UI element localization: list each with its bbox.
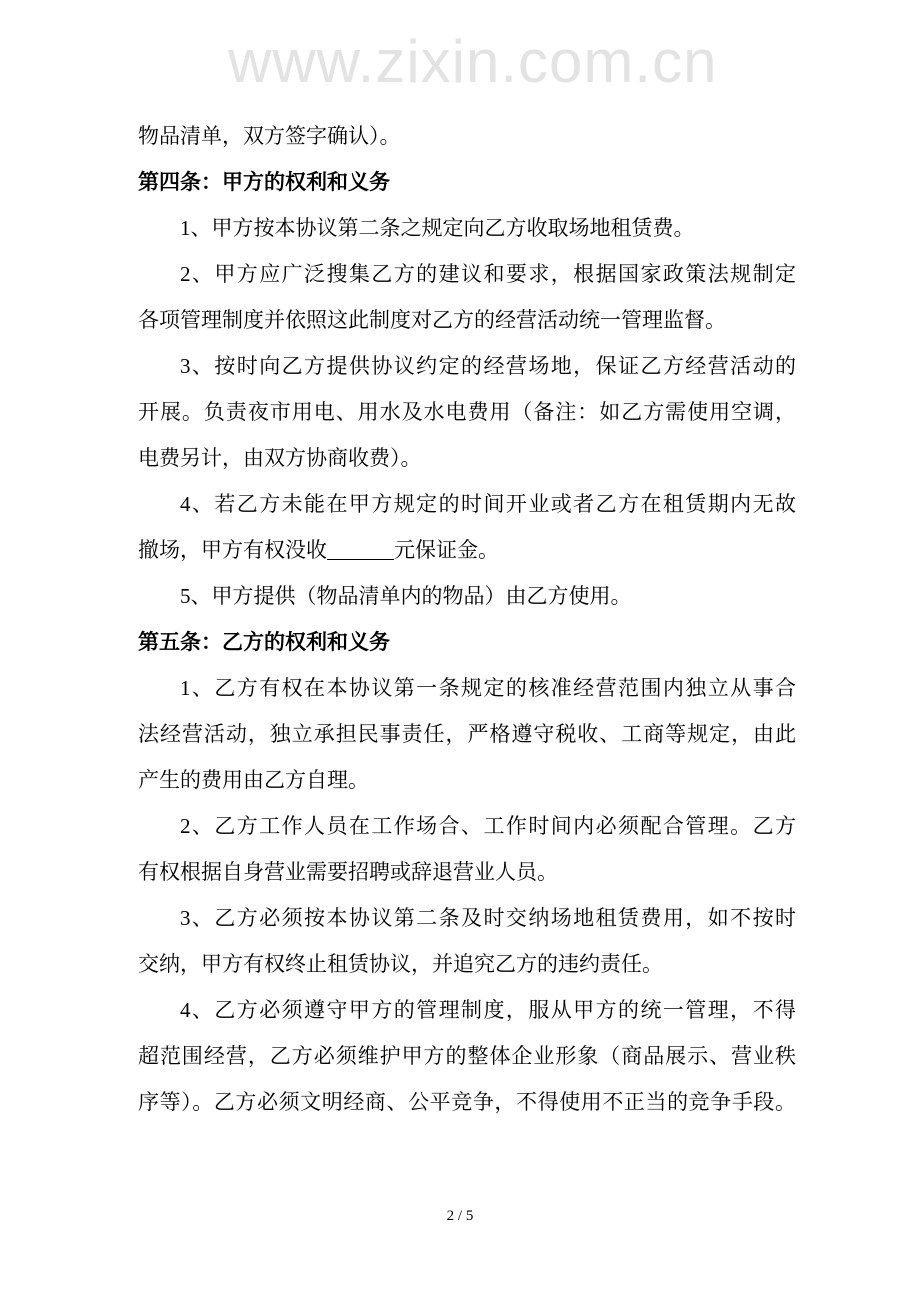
text-segment: 元保证金。 — [394, 538, 499, 562]
paragraph-line: 各项管理制度并依照这此制度对乙方的经营活动统一管理监督。 — [138, 308, 726, 332]
deposit-amount-blank — [327, 537, 394, 560]
paragraph-line: 1、甲方按本协议第二条之规定向乙方收取场地租赁费。 — [180, 216, 695, 240]
paragraph-line: 开展。负责夜市用电、用水及水电费用（备注：如乙方需使用空调， — [138, 400, 796, 424]
paragraph-line: 1、乙方有权在本协议第一条规定的核准经营范围内独立从事合 — [180, 676, 796, 700]
watermark: www.zixin.com.cn — [228, 28, 718, 95]
text-segment: 撤场，甲方有权没收 — [138, 538, 327, 562]
paragraph-line: 有权根据自身营业需要招聘或辞退营业人员。 — [138, 860, 558, 884]
paragraph-line: 物品清单，双方签字确认）。 — [138, 124, 401, 148]
paragraph-line: 4、若乙方未能在甲方规定的时间开业或者乙方在租赁期内无故 — [180, 492, 796, 516]
paragraph-line: 5、甲方提供（物品清单内的物品）由乙方使用。 — [180, 584, 632, 608]
paragraph-line: 法经营活动，独立承担民事责任，严格遵守税收、工商等规定，由此 — [138, 722, 796, 746]
paragraph-line — [138, 527, 796, 573]
paragraph-line: 超范围经营，乙方必须维护甲方的整体企业形象（商品展示、营业秩 — [138, 1044, 796, 1068]
section-heading-article-4: 第四条：甲方的权利和义务 — [138, 170, 390, 194]
section-heading-article-5: 第五条：乙方的权利和义务 — [138, 630, 390, 654]
paragraph-line: 4、乙方必须遵守甲方的管理制度，服从甲方的统一管理，不得 — [180, 998, 796, 1022]
document-body — [138, 113, 796, 1125]
paragraph-line: 序等）。乙方必须文明经商、公平竞争，不得使用不正当的竞争手段。 — [138, 1090, 796, 1114]
paragraph-line: 3、乙方必须按本协议第二条及时交纳场地租赁费用，如不按时 — [180, 906, 796, 930]
page-number: 2 / 5 — [446, 1208, 474, 1224]
paragraph-line: 2、甲方应广泛搜集乙方的建议和要求，根据国家政策法规制定 — [180, 262, 796, 286]
paragraph-line: 产生的费用由乙方自理。 — [138, 768, 369, 792]
paragraph-line: 2、乙方工作人员在工作场合、工作时间内必须配合管理。乙方 — [180, 814, 796, 838]
paragraph-line: 交纳，甲方有权终止租赁协议，并追究乙方的违约责任。 — [138, 952, 663, 976]
paragraph-line: 3、按时向乙方提供协议约定的经营场地，保证乙方经营活动的 — [180, 354, 796, 378]
paragraph-line: 电费另计，由双方协商收费）。 — [138, 446, 422, 470]
